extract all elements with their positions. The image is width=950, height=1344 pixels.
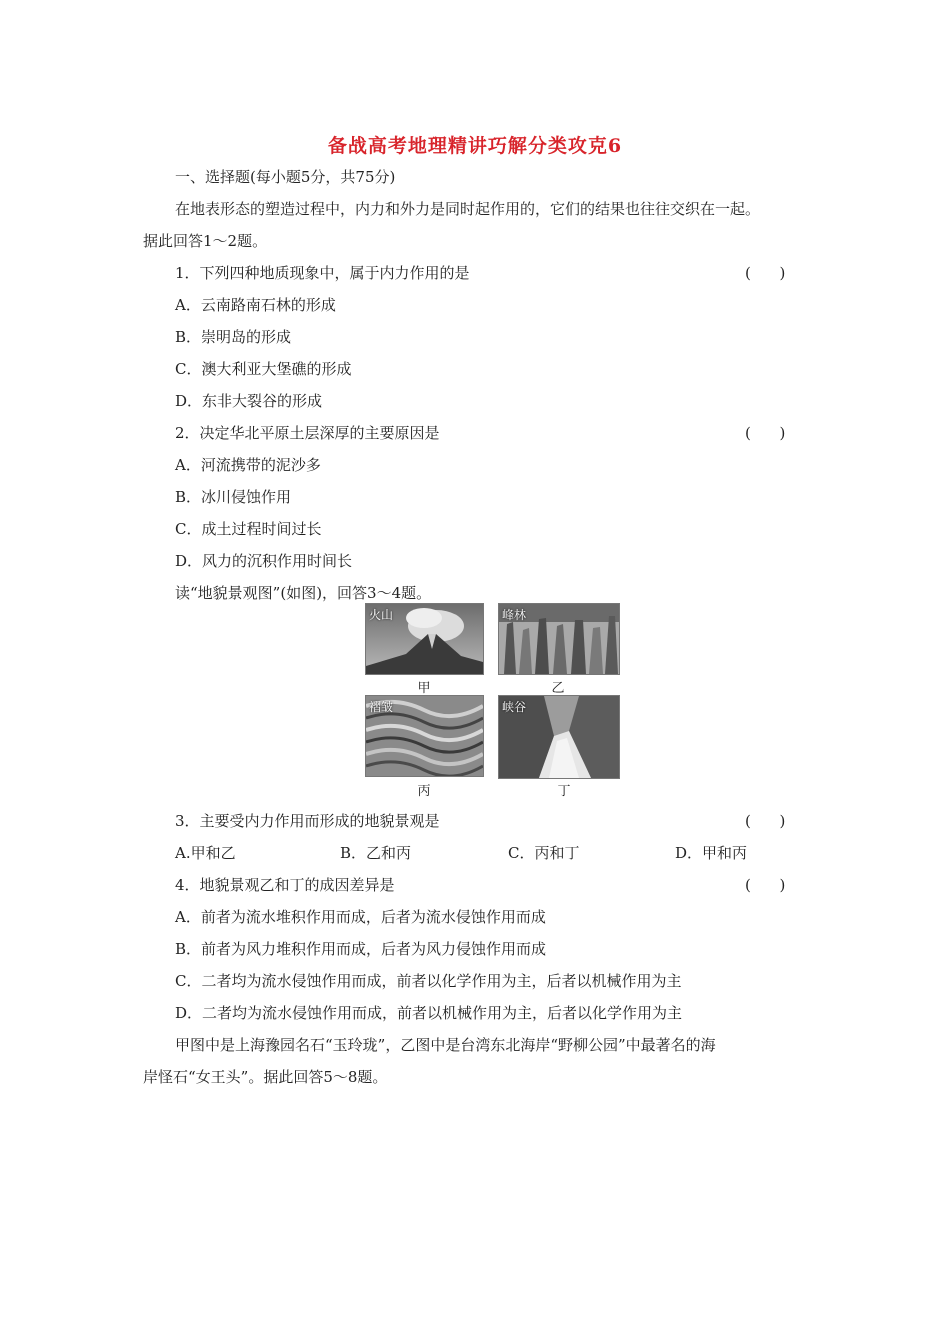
question-3-option-b: B．乙和丙: [340, 844, 412, 862]
intro-paragraph-1-line-1: 在地表形态的塑造过程中，内力和外力是同时起作用的，它们的结果也往往交织在一起。: [175, 200, 761, 218]
question-2-answer-blank: ( ): [745, 424, 786, 442]
section-heading: 一、选择题(每小题5分，共75分): [175, 168, 396, 186]
question-2-option-c: C．成土过程时间过长: [175, 520, 322, 538]
question-4-answer-blank: ( ): [745, 876, 786, 894]
fold-photo: [365, 695, 484, 777]
intro-paragraph-2-line-2: 岸怪石“女王头”。据此回答5～8题。: [143, 1068, 388, 1086]
stone-forest-photo-label: 峰林: [502, 608, 527, 622]
gorge-photo: [498, 695, 620, 779]
caption-jia: 甲: [417, 681, 431, 696]
question-4-option-d: D．二者均为流水侵蚀作用而成，前者以机械作用为主，后者以化学作用为主: [175, 1004, 683, 1022]
question-1-option-b: B．崇明岛的形成: [175, 328, 292, 346]
intro-paragraph-1-line-2: 据此回答1～2题。: [143, 232, 268, 250]
caption-yi: 乙: [551, 681, 565, 696]
question-3-option-a: A.甲和乙: [175, 844, 236, 862]
question-1-option-c: C．澳大利亚大堡礁的形成: [175, 360, 352, 378]
question-1-option-d: D．东非大裂谷的形成: [175, 392, 323, 410]
question-2-option-a: A．河流携带的泥沙多: [175, 456, 321, 474]
question-4-option-c: C．二者均为流水侵蚀作用而成，前者以化学作用为主，后者以机械作用为主: [175, 972, 682, 990]
question-4-option-a: A．前者为流水堆积作用而成，后者为流水侵蚀作用而成: [175, 908, 546, 926]
question-1-answer-blank: ( ): [745, 264, 786, 282]
question-2-option-b: B．冰川侵蚀作用: [175, 488, 292, 506]
caption-bing: 丙: [417, 784, 431, 799]
fold-photo-label: 褶皱: [369, 700, 394, 714]
caption-ding: 丁: [557, 784, 571, 799]
question-2-option-d: D．风力的沉积作用时间长: [175, 552, 353, 570]
page-title: 备战高考地理精讲巧解分类攻克6: [327, 135, 623, 157]
question-3-option-d: D．甲和丙: [675, 844, 748, 862]
question-1-stem: 1．下列四种地质现象中，属于内力作用的是: [175, 264, 470, 282]
question-3-option-c: C．丙和丁: [508, 844, 580, 862]
intro-paragraph-2-line-1: 甲图中是上海豫园名石“玉玲珑”，乙图中是台湾东北海岸“野柳公园”中最著名的海: [175, 1036, 716, 1054]
question-4-stem: 4．地貌景观乙和丁的成因差异是: [175, 876, 395, 894]
question-3-stem: 3．主要受内力作用而形成的地貌景观是: [175, 812, 440, 830]
figure-intro: 读“地貌景观图”(如图)，回答3～4题。: [175, 584, 432, 602]
volcano-photo-label: 火山: [369, 608, 394, 622]
question-2-stem: 2．决定华北平原土层深厚的主要原因是: [175, 424, 440, 442]
gorge-photo-label: 峡谷: [502, 700, 527, 714]
stone-forest-photo: [498, 603, 620, 675]
question-1-option-a: A．云南路南石林的形成: [175, 296, 336, 314]
question-3-answer-blank: ( ): [745, 812, 786, 830]
question-4-option-b: B．前者为风力堆积作用而成，后者为风力侵蚀作用而成: [175, 940, 547, 958]
volcano-photo: [365, 603, 484, 675]
